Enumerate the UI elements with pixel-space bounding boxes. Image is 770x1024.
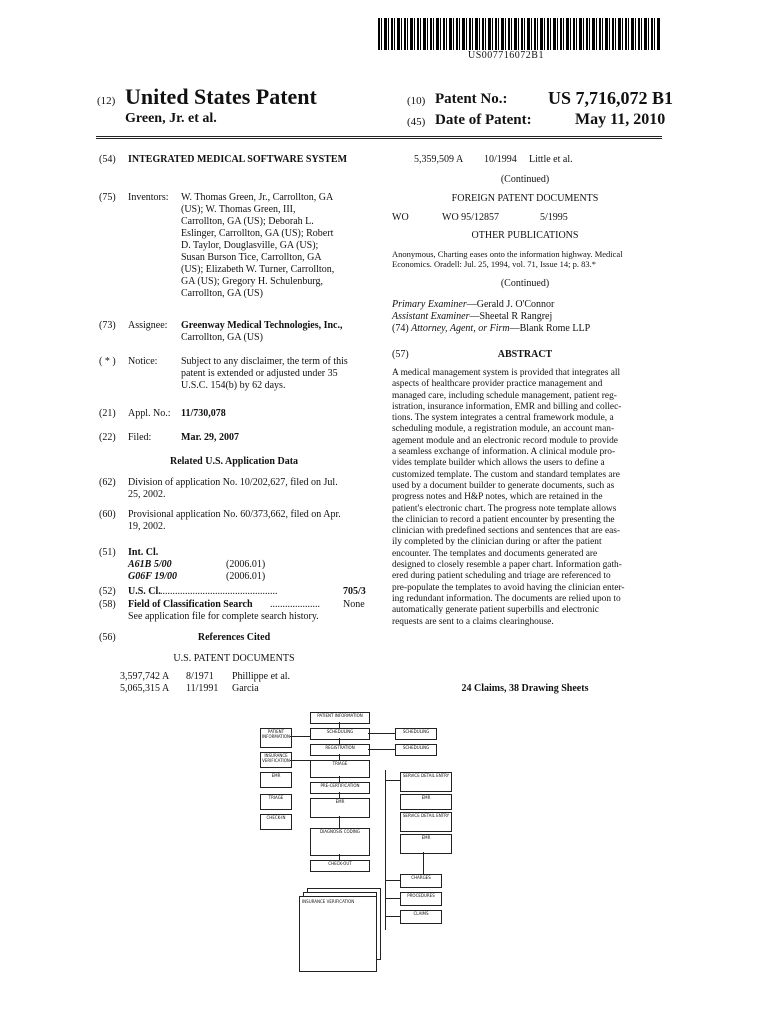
int-cl-class: G06F 19/00: [128, 571, 177, 582]
other-pub-line: Economics. Oradell: Jul. 25, 1994, vol. 71, Issue 14; p. 83.*: [392, 259, 596, 269]
continued-label: (Continued): [500, 174, 550, 185]
primary-examiner-name: —Gerald J. O'Connor: [466, 299, 555, 310]
figure-box: SCHEDULING: [395, 744, 437, 756]
connector-line: [368, 733, 395, 734]
inventor-line: Susan Burson Tice, Carrollton, GA: [181, 252, 322, 263]
search-value: None: [343, 599, 365, 610]
connector-line: [339, 738, 340, 744]
header-rule: [96, 136, 662, 137]
connector-line: [290, 736, 310, 737]
connector-line: [339, 776, 340, 782]
reference-name: Little et al.: [529, 154, 573, 165]
document-number: US007716072B1: [468, 50, 544, 61]
date-label: Date of Patent:: [435, 112, 532, 128]
abstract-line: a seamless exchange of information. A clinical module pro-: [392, 447, 616, 458]
notice-code: ( * ): [99, 356, 116, 367]
assistant-examiner-label: Assistant Examiner: [392, 311, 470, 322]
figure-box: SCHEDULING: [310, 728, 370, 740]
connector-line: [385, 916, 400, 917]
inventor-line: Carrollton, GA (US): [181, 288, 263, 299]
abstract-line: tions. The system integrates a central framework module, a: [392, 413, 614, 424]
inventor-line: Eslinger, Carrollton, GA (US); Robert: [181, 228, 334, 239]
notice-line: U.S.C. 154(b) by 62 days.: [181, 380, 286, 391]
patent-title: United States Patent: [125, 84, 317, 109]
figure-box: PROCEDURES: [400, 892, 442, 906]
foreign-heading: FOREIGN PATENT DOCUMENTS: [451, 193, 599, 204]
abstract-line: patient's electronic chart. The progress note template allows: [392, 503, 617, 514]
field-56-code: (56): [99, 632, 116, 643]
abstract-line: agement module and an electronic record module to provide: [392, 435, 618, 446]
figure-box: EMR: [310, 798, 370, 818]
inventors-label: Inventors:: [128, 192, 169, 203]
abstract-heading: ABSTRACT: [497, 349, 553, 360]
other-pubs-heading: OTHER PUBLICATIONS: [471, 230, 579, 241]
attorney-code: (74): [392, 323, 409, 334]
figure-box: PATIENT INFORMATION: [310, 712, 370, 724]
provisional-line: 19, 2002.: [128, 521, 166, 532]
field-75-code: (75): [99, 192, 116, 203]
primary-examiner-label: Primary Examiner: [392, 299, 467, 310]
int-cl-version: (2006.01): [226, 571, 266, 582]
provisional-line: Provisional application No. 60/373,662, filed on Apr.: [128, 509, 341, 520]
abstract-line: scheduling module, a registration module, an account man-: [392, 424, 615, 435]
int-cl-class: A61B 5/00: [128, 559, 172, 570]
us-docs-heading: U.S. PATENT DOCUMENTS: [173, 653, 295, 664]
abstract-line: clinician with predefined sections and sentences that are eas-: [392, 526, 621, 537]
abstract-line: istration, insurance information, EMR and billing and collec-: [392, 401, 622, 412]
connector-line: [339, 754, 340, 760]
references-heading: References Cited: [197, 632, 271, 643]
connector-line: [385, 780, 400, 781]
inventor-line: W. Thomas Green, Jr., Carrollton, GA: [181, 192, 334, 203]
search-note: See application file for complete search history.: [128, 611, 319, 622]
foreign-date: 5/1995: [540, 212, 568, 223]
patent-date: May 11, 2010: [575, 111, 666, 128]
reference-date: 8/1971: [186, 671, 214, 682]
int-cl-version: (2006.01): [226, 559, 266, 570]
connector-line: [339, 854, 340, 860]
inventor-line: (US); W. Thomas Green, III,: [181, 204, 296, 215]
patent-no: US 7,716,072 B1: [548, 88, 674, 108]
figure-box: SCHEDULING: [395, 728, 437, 740]
us-cl-value: 705/3: [343, 586, 366, 597]
assignee-line: Greenway Medical Technologies, Inc.,: [181, 320, 343, 331]
int-cl-label: Int. Cl.: [128, 547, 159, 558]
figure-box: PRE-CERTIFICATION: [310, 782, 370, 794]
figure-box: TRIAGE: [260, 794, 292, 810]
abstract-line: A medical management system is provided that integrates all: [392, 368, 621, 378]
figure-box: EMR: [400, 834, 452, 854]
inventor-line: Carrollton, GA (US); Deborah L.: [181, 216, 314, 227]
inventor-line: GA (US); Gregory H. Schulenburg,: [181, 276, 324, 287]
figure-box: DIAGNOSIS CODING: [310, 828, 370, 856]
attorney-label: Attorney, Agent, or Firm: [411, 323, 510, 334]
connector-line: [385, 880, 400, 881]
reference-date: 10/1994: [484, 154, 517, 165]
abstract-line: managed care, including schedule management, patient reg-: [392, 390, 617, 401]
figure-box: CHECK-IN: [260, 814, 292, 830]
abstract-line: used by a document builder to generate documents, such as: [392, 480, 615, 491]
patent-no-label: Patent No.:: [435, 91, 508, 107]
inventor-line: D. Taylor, Douglasville, GA (US);: [181, 240, 319, 251]
assignee-label: Assignee:: [128, 320, 168, 331]
filed-date: Mar. 29, 2007: [181, 432, 239, 443]
abstract-line: pre-populate the templates to avoid having the clinician enter-: [392, 582, 625, 593]
inventors-short: Green, Jr. et al.: [125, 111, 217, 126]
provisional-text: [128, 509, 373, 533]
field-51-code: (51): [99, 547, 116, 558]
foreign-number: WO 95/12857: [442, 212, 499, 223]
figure-box: EMR: [400, 794, 452, 810]
primary-examiner: [392, 299, 554, 311]
figure-box: TRIAGE: [310, 760, 370, 778]
assignee: [181, 320, 371, 344]
header-rule-2: [96, 138, 662, 139]
attorney-name: —Blank Rome LLP: [509, 323, 591, 334]
barcode: [378, 18, 660, 50]
us-cl-dots: ...............................................: [160, 586, 278, 597]
field-21-code: (21): [99, 408, 116, 419]
reference-number: 5,065,315 A: [120, 683, 170, 694]
figure-box: PATIENT INFORMATION: [260, 728, 292, 748]
notice-label: Notice:: [128, 356, 158, 367]
reference-date: 11/1991: [186, 683, 219, 694]
field-52-code: (52): [99, 586, 116, 597]
notice-line: Subject to any disclaimer, the term of this: [181, 356, 348, 367]
abstract-line: ing redundant information. The documents are relied upon to: [392, 593, 621, 604]
connector-line: [368, 749, 395, 750]
foreign-country: WO: [392, 212, 409, 223]
field-58-code: (58): [99, 599, 116, 610]
reference-name: Phillippe et al.: [232, 671, 291, 682]
figure-box: SERVICE DETAIL ENTRY: [400, 772, 452, 792]
abstract-line: vides template builder which allows the users to define a: [392, 458, 605, 469]
connector-line: [385, 898, 400, 899]
related-heading: Related U.S. Application Data: [169, 456, 299, 467]
inventor-line: (US); Elizabeth W. Turner, Carrollton,: [181, 264, 335, 275]
abstract-line: aspects of healthcare provider practice management and: [392, 379, 603, 390]
us-cl-label: U.S. Cl.: [128, 586, 161, 597]
figure-box: SERVICE DETAIL ENTRY: [400, 812, 452, 832]
figure-drawing: [255, 710, 455, 970]
code-12: (12): [97, 95, 116, 107]
connector-line: [339, 792, 340, 798]
figure-box: CLAIMS: [400, 910, 442, 924]
assistant-examiner-name: —Sheetal R Rangrej: [469, 311, 553, 322]
figure-document: INSURANCE VERIFICATION: [299, 896, 377, 972]
reference-number: 3,597,742 A: [120, 671, 170, 682]
notice-text: [181, 356, 371, 392]
reference-name: Garcia: [232, 683, 259, 694]
search-dots: ....................: [270, 599, 320, 610]
division-line: 25, 2002.: [128, 489, 166, 500]
abstract-line: ily completed by the clinician during or after the patient: [392, 537, 602, 548]
connector-line: [290, 760, 310, 761]
abstract-line: the clinician to record a patient encounter by presenting the: [392, 514, 615, 525]
claims-summary: 24 Claims, 38 Drawing Sheets: [461, 683, 589, 694]
inventors-list: [181, 192, 371, 300]
attorney: [392, 323, 590, 335]
figure-box: EMR: [260, 772, 292, 788]
abstract-line: ered during patient scheduling and triage are referenced to: [392, 571, 611, 582]
abstract-line: designed to closely resemble a paper chart. Information gath-: [392, 560, 622, 571]
connector-line: [423, 852, 424, 874]
abstract-line: progress notes and H&P notes, which are retained in the: [392, 492, 603, 503]
invention-title: INTEGRATED MEDICAL SOFTWARE SYSTEM: [128, 154, 348, 165]
field-73-code: (73): [99, 320, 116, 331]
search-label: Field of Classification Search: [128, 599, 253, 610]
figure-box: CHECK-OUT: [310, 860, 370, 872]
division-text: [128, 477, 373, 501]
abstract-text: [392, 368, 662, 628]
figure-box: CHARGES: [400, 874, 442, 888]
connector-line: [385, 770, 386, 930]
filed-label: Filed:: [128, 432, 152, 443]
assistant-examiner: [392, 311, 552, 323]
field-22-code: (22): [99, 432, 116, 443]
reference-number: 5,359,509 A: [414, 154, 464, 165]
abstract-line: automatically generate patient superbills and electronic: [392, 605, 599, 616]
division-line: Division of application No. 10/202,627, filed on Jul.: [128, 477, 338, 488]
field-62-code: (62): [99, 477, 116, 488]
appl-no-label: Appl. No.:: [128, 408, 171, 419]
field-54-code: (54): [99, 154, 116, 165]
abstract-line: customized template. The custom and standard templates are: [392, 469, 620, 480]
other-pub-line: Anonymous, Charting eases onto the information highway. Medical: [392, 249, 623, 259]
appl-no: 11/730,078: [181, 408, 226, 419]
code-45: (45): [407, 116, 426, 128]
connector-line: [339, 722, 340, 728]
assignee-line: Carrollton, GA (US): [181, 332, 263, 343]
other-pub: [392, 249, 664, 269]
abstract-line: encounter. The templates and documents generated are: [392, 548, 598, 559]
abstract-code: (57): [392, 349, 409, 360]
notice-line: patent is extended or adjusted under 35: [181, 368, 338, 379]
abstract-line: requests are sent to a claims clearinghouse.: [392, 616, 554, 627]
continued-label-2: (Continued): [500, 278, 550, 289]
connector-line: [339, 816, 340, 828]
field-60-code: (60): [99, 509, 116, 520]
figure-box: REGISTRATION: [310, 744, 370, 756]
code-10: (10): [407, 95, 426, 107]
figure-box: INSURANCE VERIFICATION: [260, 752, 292, 768]
